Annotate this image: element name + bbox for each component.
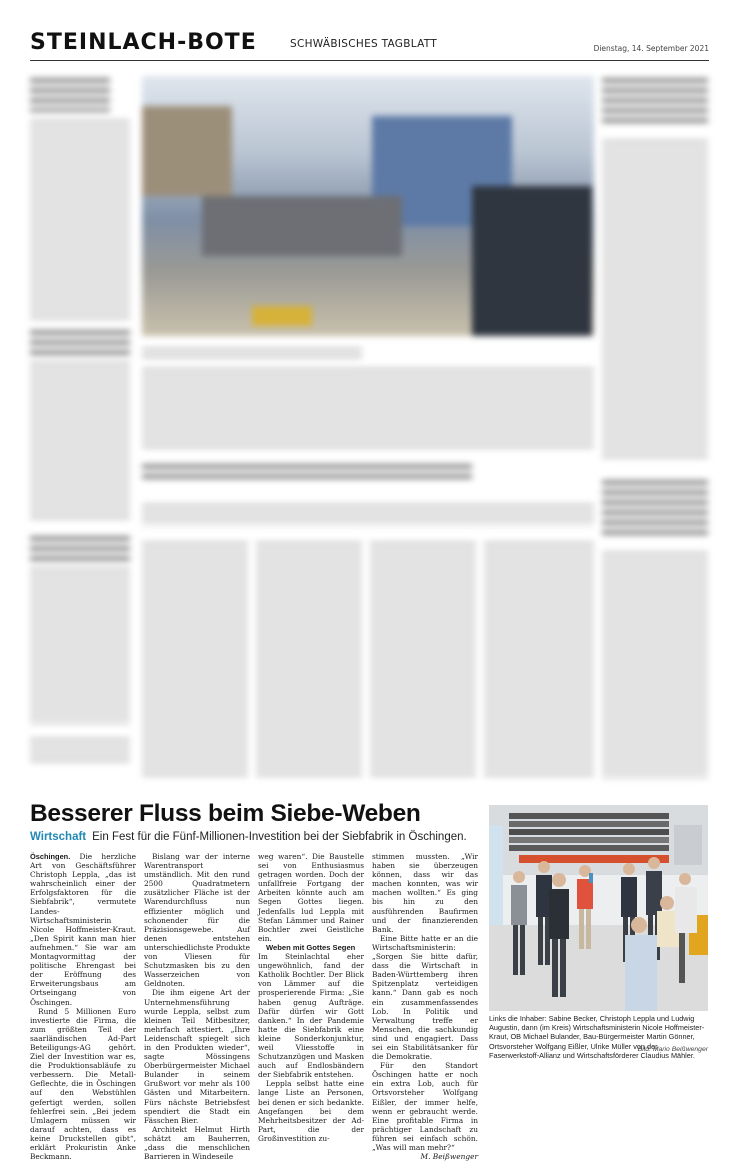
paragraph: [30, 852, 136, 1007]
article-column-4: [372, 852, 478, 1161]
blurred-article-headline: [142, 464, 472, 484]
blurred-page-content: [28, 68, 712, 788]
blurred-left-headline-2: [30, 330, 130, 356]
article-column-1: [30, 852, 136, 1161]
article-column-3: [258, 852, 364, 1143]
newspaper-subtitle: SCHWÄBISCHES TAGBLATT: [290, 38, 438, 50]
blurred-left-headline-3: [30, 536, 130, 562]
blurred-article-col-2: [256, 542, 362, 778]
paragraph: Leppla selbst hatte eine lange Liste an Personen, bei denen er sich bedankte. Angefangen bei dem Mehrheitsbesitzer der Ad-Part, die der Großinvestition zu-: [258, 1079, 364, 1143]
paragraph: weg waren“. Die Baustelle sei von Enthusiasmus getragen worden. Doch der unfallfreie Fortgang der Arbeiten könnte auch am Segen Gottes liegen. Jedenfalls lud Leppla mit Stefan Lämmer und Rainer Bochtler zwei Geistliche ein.: [258, 852, 364, 943]
article-column-2: [144, 852, 250, 1161]
blurred-left-text-3: [30, 568, 130, 724]
blurred-left-box: [30, 738, 130, 762]
paragraph: Eine Bitte hatte er an die Wirtschaftsministerin: „Sorgen Sie bitte dafür, dass die Wirtschaft in Baden-Württemberg ihren Spitzenplatz verteidigen kann.“ Dann gab es noch ein zusammenfassendes Lob. In Politik und Verwaltung treffe er Menschen, die sachkundig sind und engagiert. Dass sei ein Stabilitätsanker für die Demokratie.: [372, 933, 478, 1062]
article-subheading: Weben mit Gottes Segen: [266, 942, 356, 952]
article-headline: Besserer Fluss beim Siebe-Weben: [30, 800, 421, 827]
paragraph: Rund 5 Millionen Euro investierte die Firma, die zum größten Teil der saarländischen Ad-Part Beteiligungs-AG gehört. Ziel der Investition war es, die Produktionsabläufe zu verbessern. Die Metall-Geflechte, die in Öschingen auf den Webstühlen gefertigt werden, sollen fehlerfrei sein. „Bei jedem Umlagern müssen wir darauf achten, dass es keine Druckstellen gibt“, erklärt Prokuristin Anke Beckmann.: [30, 1006, 136, 1161]
issue-date: Dienstag, 14. September 2021: [593, 44, 709, 53]
paragraph: Bislang war der interne Warentransport umständlich. Mit den rund 2500 Quadratmetern zusätzlicher Fläche ist der Warendurchfluss nun effizienter möglich und schonender für die Präzisionsgewebe. Auf denen entstehen unterschiedlichste Produkte von Vliesen für Schutzmasken bis zu den Wasserzeichen von Geldnoten.: [144, 852, 250, 989]
blurred-left-text-2: [30, 362, 130, 522]
blurred-left-headline: [30, 78, 110, 112]
blurred-right-headline: [602, 78, 708, 128]
blurred-caption-text: [142, 368, 594, 448]
masthead: STEINLACH-BOTE: [30, 30, 257, 55]
article-kicker-row: [30, 831, 467, 843]
blurred-article-subhead: [142, 504, 594, 526]
paragraph: Die ihm eigene Art der Unternehmensführung wurde Leppla, selbst zum kleinen Teil Mitbesitzer, mehrfach attestiert. „Ihre Leidenschaft spiegelt sich in den Produkten wieder“, sagte Mössingens Oberbürgermeister Michael Bulander in seinem Grußwort vor mehr als 100 Gästen und Mitarbeitern. Fürs nächste Betriebsfest spendiert die Stadt ein Fässchen Bier.: [144, 988, 250, 1125]
header-rule: [30, 60, 709, 61]
paragraph: stimmen mussten. „Wir haben sie überzeugen können, dass wir das machen konnten, was wir machen wollten.“ Es ging bis hin zu den ausführenden Baufirmen und der finanzierenden Bank.: [372, 852, 478, 934]
photo-illustration: [489, 805, 708, 1011]
photo-caption: Links die Inhaber: Sabine Becker, Christoph Leppla und Ludwig Augustin, dann (im Kreis) Wirtschaftsministerin Nicole Hoffmeister-Kraut, OB Michael Bulander, Bau-Bürgermeister Martin Gönner, Ortsvorsteher Wolfgang Eißler, Ulrike Müller von der Faserwerkstoff-Allianz und Wirtschaftsförderer Claudius Mähler.: [489, 1014, 705, 1060]
photo-credit: Bild: Mario Beißwenger: [637, 1046, 708, 1053]
blurred-right-headline-2: [602, 480, 708, 540]
paragraph: Im Steinlachtal eher ungewöhnlich, fand der Katholik Bochtler. Der Blick von Lämmer auf die prosperierende Firma: „Sie haben genug Aufträge. Dafür dürfen wir Gott danken.“ In der Pandemie hatte die Siebfabrik eine kleine Sonderkonjunktur, weil Vliesstoffe in Schutzanzügen und Masken auch auf Endlosbändern der Siebfabrik entstehen.: [258, 952, 364, 1080]
article-subhead: Ein Fest für die Fünf-Millionen-Investition bei der Siebfabrik in Öschingen.: [92, 831, 467, 843]
article-photo: [489, 805, 708, 1011]
section-kicker: Wirtschaft: [30, 831, 87, 843]
dateline: Öschingen.: [30, 852, 71, 861]
author-byline: M. Beißwenger: [420, 1152, 478, 1161]
blurred-left-text: [30, 120, 130, 320]
blurred-article-col-3: [370, 542, 476, 778]
paragraph: Für den Standort Öschingen hatte er noch ein extra Lob, auch für Ortsvorsteher Wolfgang Eißler, der immer helfe, wenn er gebraucht werde. Eine profitable Firma in prächtiger Landschaft zu führen sei einfach schön. „Was will man mehr?“: [372, 1061, 478, 1152]
blurred-photo-caption: [142, 348, 362, 360]
blurred-right-text: [602, 140, 708, 460]
blurred-right-text-2: [602, 552, 708, 778]
blurred-photo: [142, 76, 594, 336]
paragraph: Architekt Helmut Hirth schätzt am Bauherren, „dass die menschlichen Barrieren in Windeseile: [144, 1124, 250, 1161]
blurred-article-col-4: [484, 542, 594, 778]
paragraph-text: Die herzliche Art von Geschäftsführer Christoph Leppla, „das ist wahrscheinlich einer der Erfolgsfaktoren für die Siebfabrik“, vermutete Landes-Wirtschaftsministerin Nicole Hoffmeister-Kraut. „Den Spirit kann man hier aufnehmen.“ Sie war am Montagvormittag der politische Ehrengast bei der Eröffnung des Erweiterungsbaus am Ortseingang von Öschingen.: [30, 852, 136, 1007]
blurred-article-col-1: [142, 542, 248, 778]
